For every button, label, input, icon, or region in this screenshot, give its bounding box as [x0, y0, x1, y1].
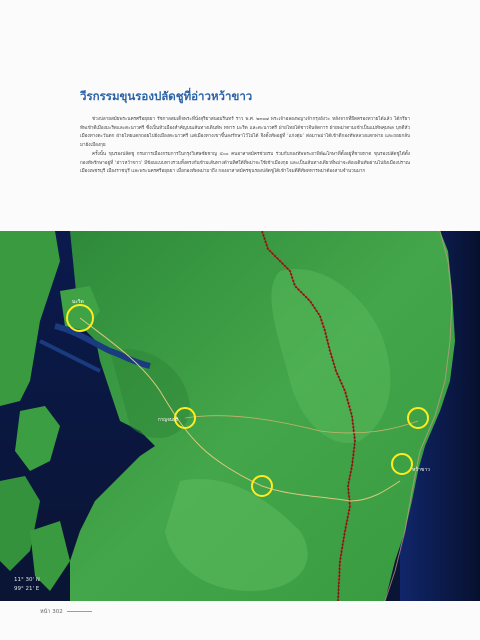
satellite-map-svg: [0, 231, 480, 601]
footer-rule: [67, 611, 92, 612]
paragraph-2: ครั้งนั้น ขุนรองปลัดชู กรมการเมืองกรมการในกรุงวิเศษชัยชาญ ๔๐๐ คนอาสาสมัครช่วยรบ ร่วมกับกองทัพพระยาพิพัฒโกษาที่ตั้งอยู่ที่ชายหาด ขุนรองปลัดชูได้ตั้งกองทัพรักษาอยู่ที่ ‘อ่าวหว้าขาว’ มีข้อมแบบทางรวมทั้งตรงกันข้ามเส้นทางด้านทิศใต้ที่พม่าจะใช้เข้าเมืองกุย และเป็นเส้นทางเดียวที่พม่าจะต้องเดินทัพผ่านไปยังเมืองปราณ เมืองเพชรบุรี เมืองราชบุรี และพระนครศรีอยุธยา เมื่อกองทัพพม่ามาถึง กองอาสาสมัครขุนรองปลัดชูได้เข้าโจมตีตีทัพทหารพม่าต้องสาบจำนวนมาก: [80, 151, 410, 175]
label-wa-khao: หว้าขาว: [412, 467, 430, 473]
body-text: [80, 116, 410, 177]
label-pakchan: กาญจนบุรี: [158, 418, 179, 423]
section-heading: วีรกรรมขุนรองปลัดชูที่อ่าวหว้าขาว: [80, 89, 253, 103]
coordinates-lat: 11° 30' N: [14, 577, 40, 583]
coordinates-lon: 99° 21' E: [14, 586, 40, 592]
page-number: หน้า 302: [40, 609, 63, 615]
satellite-map: [0, 231, 480, 601]
label-myeik: มะริด: [72, 299, 84, 305]
paragraph-1: ช่วงปลายสมัยพระนครศรีอยุธยา รัชกาลสมเด็จพระที่นั่งสุริยาสนอมรินทร์ ราว พ.ศ. ๒๓๐๗ พระเจ้าอลองพญาเจ้ากรุงอังวะ หลังจากที่ยึดครองทวายได้แล้ว ได้กรีธาทัพเข้าตีเมืองมะริดและตะนาวศรี ซึ่งเป็นหัวเมืองสำคัญบนเส้นทางเดินทัพ ทหาร มะริด และตะนาวศรี ฝ่ายไทยได้ชาวจีนจัดการ ฝ่ายพม่าตามเข้าเป็นแม่ทัพคุมพล บุกตีหัวเมืองทางตะวันตก ฝ่ายไทยแตกถอยไปยังเมืองตะนาวศรี แต่เมืองทางเขาขึ้นลงรักษาไว้ไม่ได้ จึงตั้งทัพอยู่ที่ ‘แก่งตุ่ม’ ต่อมาพม่าได้เข้าตีกองทัพหลวงแตกพ่าย และถอยกลับมายังเมืองกุย: [80, 117, 410, 149]
